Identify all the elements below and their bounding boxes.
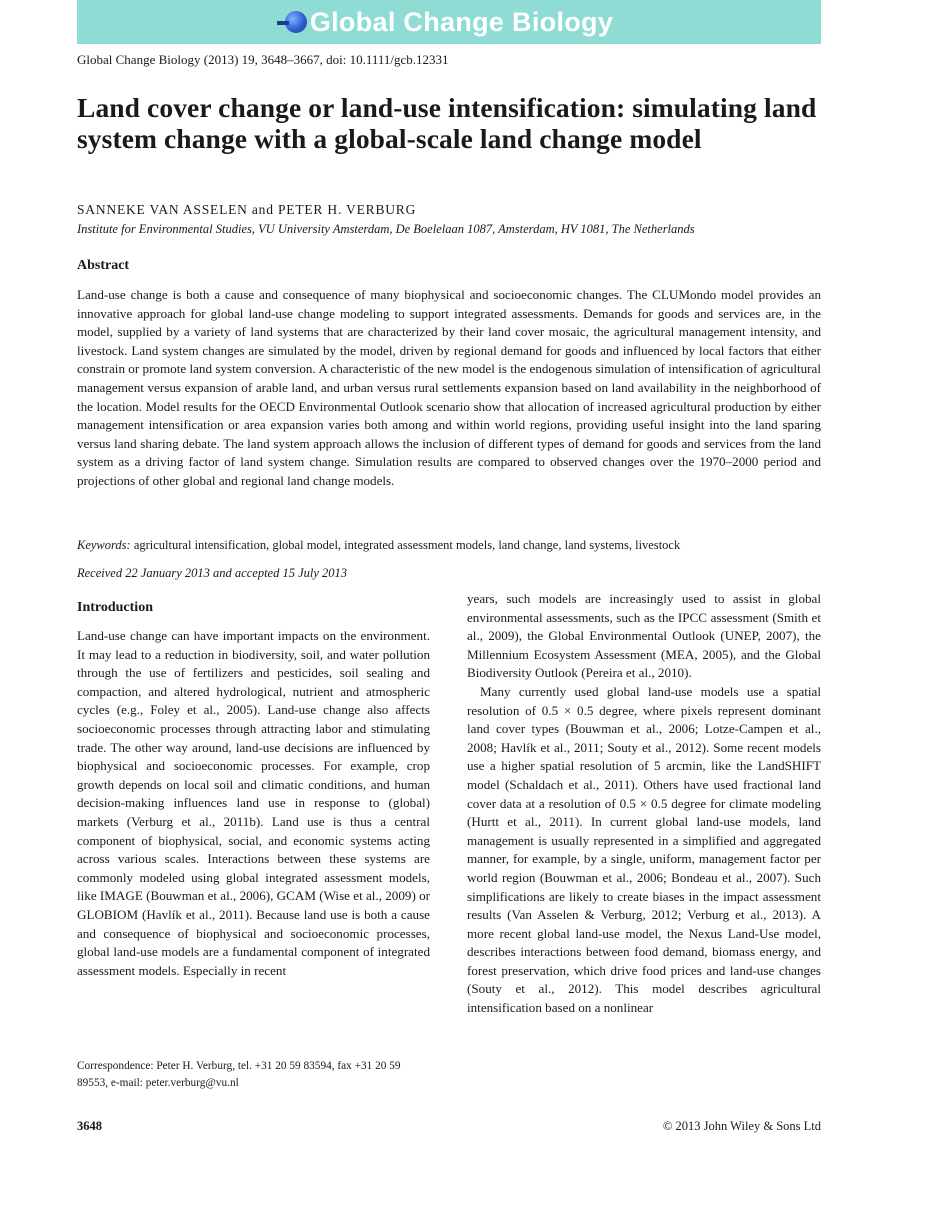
intro-paragraph-1-part-1: Land-use change can have important impacts on the environment. It may lead to a reduction in biodiversity, soil, and water pollution through the use of fertilizers and pesticides, soil sealing and compaction, and altered hydrological, nutrient and atmospheric cycles (e.g., Foley et al., 2005). Land-use change also affects socioeconomic processes through attracting labor and stimulating trade. The other way around, land-use decisions are influenced by biophysical and socioeconomic processes. For example, crop growth depends on local soil and climatic conditions, and human decision-making influences land use in response to (global) markets (Verburg et al., 2011b). Land use is thus a central component of biophysical, social, and economic systems acting across various scales. Interactions between these systems are commonly modeled using global integrated assessment models, like IMAGE (Bouwman et al., 2006), GCAM (Wise et al., 2009) or GLOBIOM (Havlík et al., 2011). Because land use is both a cause and consequence of biophysical and socioeconomic processes, global land-use models are a fundamental component of integrated assessment models. Especially in recent [77,628,430,978]
left-column [77,599,430,980]
globe-icon [285,11,307,33]
intro-paragraph-1-part-2: years, such models are increasingly used to assist in global environmental assessments, such as the IPCC assessment (Smith et al., 2009), the Global Environmental Outlook (UNEP, 2007), the Millennium Ecosystem Assessment (MEA, 2005), and the Global Biodiversity Outlook (Pereira et al., 2010). [467,591,821,681]
page-number: 3648 [77,1119,102,1133]
abstract-heading: Abstract [77,258,130,273]
copyright-notice: © 2013 John Wiley & Sons Ltd [662,1119,821,1133]
keywords-line [77,538,680,553]
intro-paragraph-2: Many currently used global land-use models use a spatial resolution of 0.5 × 0.5 degree, where pixels represent dominant land cover types (Bouwman et al., 2006; Lotze-Campen et al., 2008; Havlík et al., 2011; Souty et al., 2012). Some recent models use a higher spatial resolution of 5 arcmin, like the LandSHIFT model (Schaldach et al., 2011). Others have used fractional land cover data at a resolution of 0.5 × 0.5 degree for climate modeling (Hurtt et al., 2011). In current global land-use models, land management is usually represented in a simplified and aggregated manner, for example, by a single, uniform, management factor per world region (Bouwman et al., 2006; Bondeau et al., 2007). Such simplifications are likely to create biases in the impact assessment results (Van Asselen & Verburg, 2012; Verburg et al., 2013). A more recent global land-use model, the Nexus Land-Use model, describes interactions between food demand, biomass energy, and forest preservation, which drive food prices and land-use changes (Souty et al., 2012). This model describes agricultural intensification based on a nonlinear [467,683,821,1016]
author-list: SANNEKE VAN ASSELEN and PETER H. VERBURG [77,202,417,217]
citation-line: Global Change Biology (2013) 19, 3648–3667, doi: 10.1111/gcb.12331 [77,52,449,67]
article-title: Land cover change or land-use intensification: simulating land system change with a global-scale land change model [77,92,817,154]
received-date: Received 22 January 2013 and accepted 15 July 2013 [77,566,348,580]
journal-banner-title: Global Change Biology [309,7,614,37]
author-affiliation: Institute for Environmental Studies, VU University Amsterdam, De Boelelaan 1087, Amsterdam, HV 1081, The Netherlands [77,222,695,236]
keywords-label: Keywords: [77,538,131,552]
keywords-list: agricultural intensification, global model, integrated assessment models, land change, land systems, livestock [133,538,681,552]
introduction-heading: Introduction [77,600,153,615]
journal-banner [77,0,821,44]
correspondence-footnote: Correspondence: Peter H. Verburg, tel. +31 20 59 83594, fax +31 20 59 89553, e-mail: peter.verburg@vu.nl [77,1060,401,1089]
right-column [467,590,821,1018]
abstract-text: Land-use change is both a cause and consequence of many biophysical and socioeconomic changes. The CLUMondo model provides an innovative approach for global land-use change modeling to support integrated assessments. Demands for goods and services are, in the model, supplied by a variety of land systems that are characterized by their land cover mosaic, the agricultural management intensity, and livestock. Land system changes are simulated by the model, driven by regional demand for goods and influenced by local factors that either constrain or promote land system conversion. A characteristic of the new model is the endogenous simulation of intensification of agricultural management versus expansion of arable land, and urban versus rural settlements expansion based on land availability in the neighborhood of the location. Model results for the OECD Environmental Outlook scenario show that allocation of increased agricultural production by either management intensification or area expansion varies both among and within world regions, providing useful insight into the land sparing versus land sharing debate. The land system approach allows the inclusion of different types of demand for goods and services from the land system as a driving factor of land system change. Simulation results are compared to observed changes over the 1970–2000 period and projections of other global and regional land change models. [77,287,821,488]
journal-logo [285,0,613,44]
